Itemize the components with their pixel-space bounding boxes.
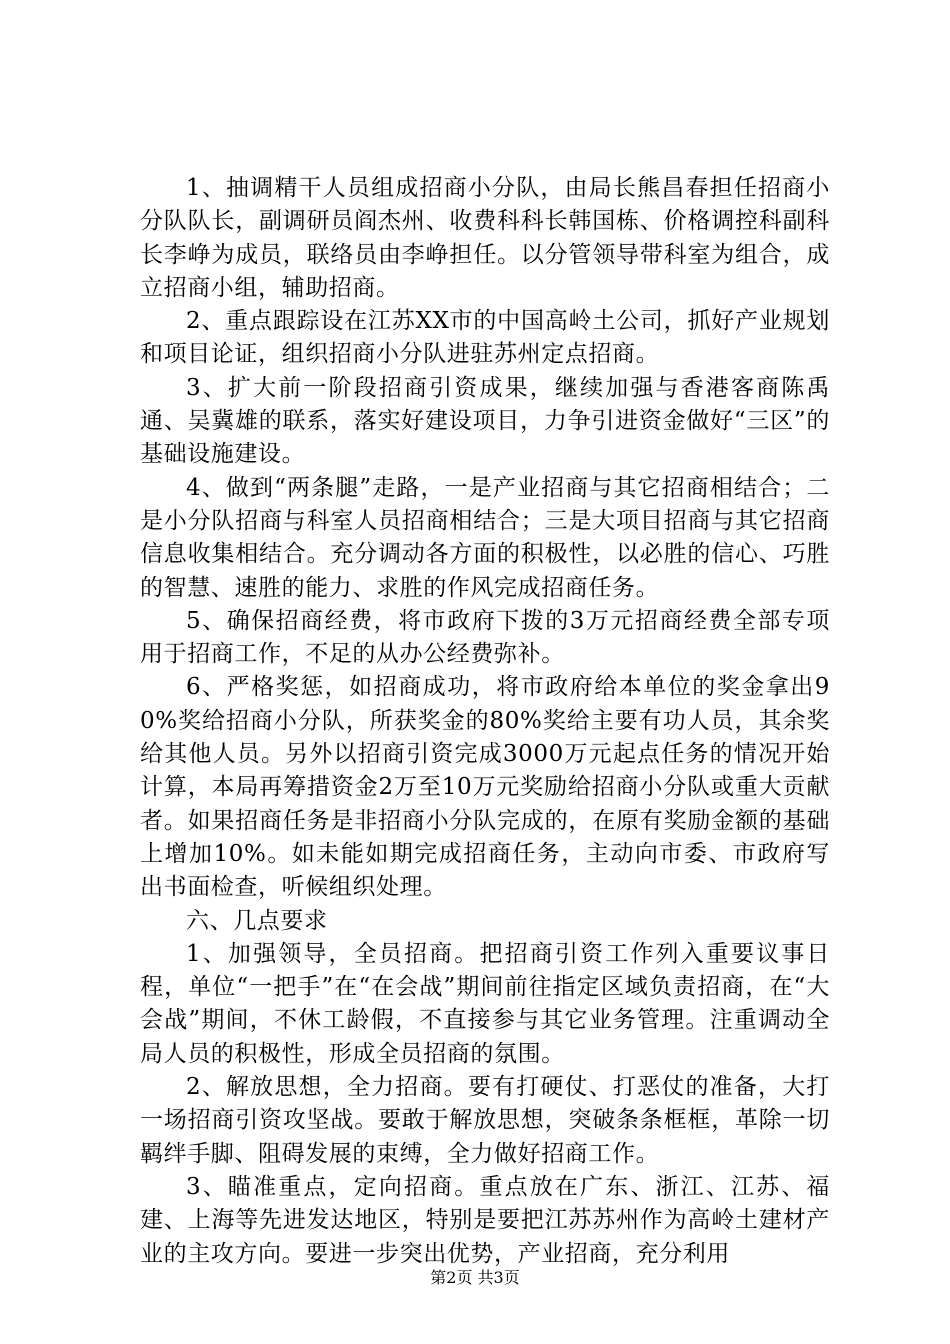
paragraph-8: 2、解放思想，全力招商。要有打硬仗、打恶仗的准备，大打一场招商引资攻坚战。要敢于解放思想，突破条条框框，革除一切羁绊手脚、阻碍发展的束缚，全力做好招商工作。 (140, 1074, 830, 1167)
paragraph-4: 4、做到“两条腿”走路，一是产业招商与其它招商相结合；二是小分队招商与科室人员招商相结合；三是大项目招商与其它招商信息收集相结合。充分调动各方面的积极性，以必胜的信心、巧胜的智慧、速胜的能力、求胜的作风完成招商任务。 (140, 474, 830, 601)
paragraph-1: 1、抽调精干人员组成招商小分队，由局长熊昌春担任招商小分队队长，副调研员阎杰州、收费科科长韩国栋、价格调控科副科长李峥为成员，联络员由李峥担任。以分管领导带科室为组合，成立招商小组，辅助招商。 (140, 175, 830, 301)
section-heading-requirements: 六、几点要求 (186, 907, 328, 934)
page-number-footer: 第2页 共3页 (430, 1268, 520, 1287)
paragraph-3: 3、扩大前一阶段招商引资成果，继续加强与香港客商陈禹通、吴冀雄的联系，落实好建设项目，力争引进资金做好“三区”的基础设施建设。 (140, 374, 830, 468)
paragraph-2: 2、重点跟踪设在江苏XX市的中国高岭土公司，抓好产业规划和项目论证，组织招商小分队进驻苏州定点招商。 (140, 308, 830, 368)
paragraph-5: 5、确保招商经费，将市政府下拨的3万元招商经费全部专项用于招商工作，不足的从办公经费弥补。 (140, 607, 830, 668)
paragraph-7: 1、加强领导，全员招商。把招商引资工作列入重要议事日程，单位“一把手”在“在会战”期间前往指定区域负责招商，在“大会战”期间，不休工龄假，不直接参与其它业务管理。注重调动全局人员的积极性，形成全员招商的氛围。 (140, 940, 830, 1067)
document-body (140, 172, 830, 1271)
paragraph-6: 6、严格奖惩，如招商成功，将市政府给本单位的奖金拿出90%奖给招商小分队，所获奖金的80%奖给主要有功人员，其余奖给其他人员。另外以招商引资完成3000万元起点任务的情况开始计算，本局再筹措资金2万至10万元奖励给招商小分队或重大贡献者。如果招商任务是非招商小分队完成的，在原有奖励金额的基础上增加10%。如未能如期完成招商任务，主动向市委、市政府写出书面检查，听候组织处理。 (140, 674, 830, 901)
paragraph-9: 3、瞄准重点，定向招商。重点放在广东、浙江、江苏、福建、上海等先进发达地区，特别是要把江苏苏州作为高岭土建材产业的主攻方向。要进一步突出优势，产业招商，充分利用 (140, 1173, 830, 1267)
